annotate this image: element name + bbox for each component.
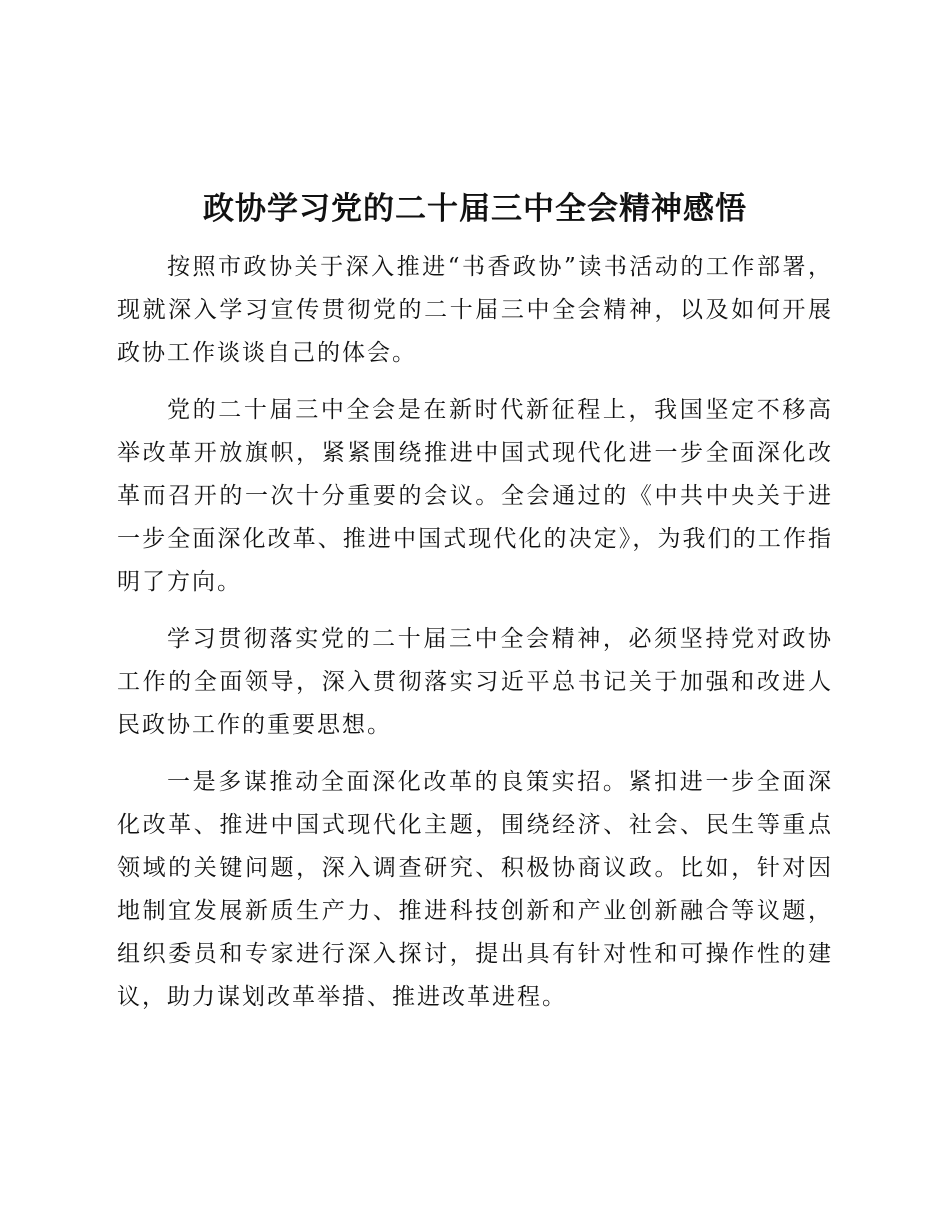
paragraph-point-one: 一是多谋推动全面深化改革的良策实招。紧扣进一步全面深化改革、推进中国式现代化主题，围绕经济、社会、民生等重点领域的关键问题，深入调查研究、积极协商议政。比如，针对因地制宜发展新质生产力、推进科技创新和产业创新融合等议题，组织委员和专家进行深入探讨，提出具有针对性和可操作性的建议，助力谋划改革举措、推进改革进程。 xyxy=(117,769,833,1010)
paragraph-intro: 按照市政协关于深入推进“书香政协”读书活动的工作部署，现就深入学习宣传贯彻党的二十届三中全会精神，以及如何开展政协工作谈谈自己的体会。 xyxy=(117,254,833,366)
paragraph-party-leadership: 学习贯彻落实党的二十届三中全会精神，必须坚持党对政协工作的全面领导，深入贯彻落实习近平总书记关于加强和改进人民政协工作的重要思想。 xyxy=(117,626,833,738)
document-body xyxy=(117,246,833,1033)
paragraph-plenum-significance: 党的二十届三中全会是在新时代新征程上，我国坚定不移高举改革开放旗帜，紧紧围绕推进中国式现代化进一步全面深化改革而召开的一次十分重要的会议。全会通过的《中共中央关于进一步全面深化改革、推进中国式现代化的决定》，为我们的工作指明了方向。 xyxy=(117,397,833,595)
document-title: 政协学习党的二十届三中全会精神感悟 xyxy=(203,191,747,227)
